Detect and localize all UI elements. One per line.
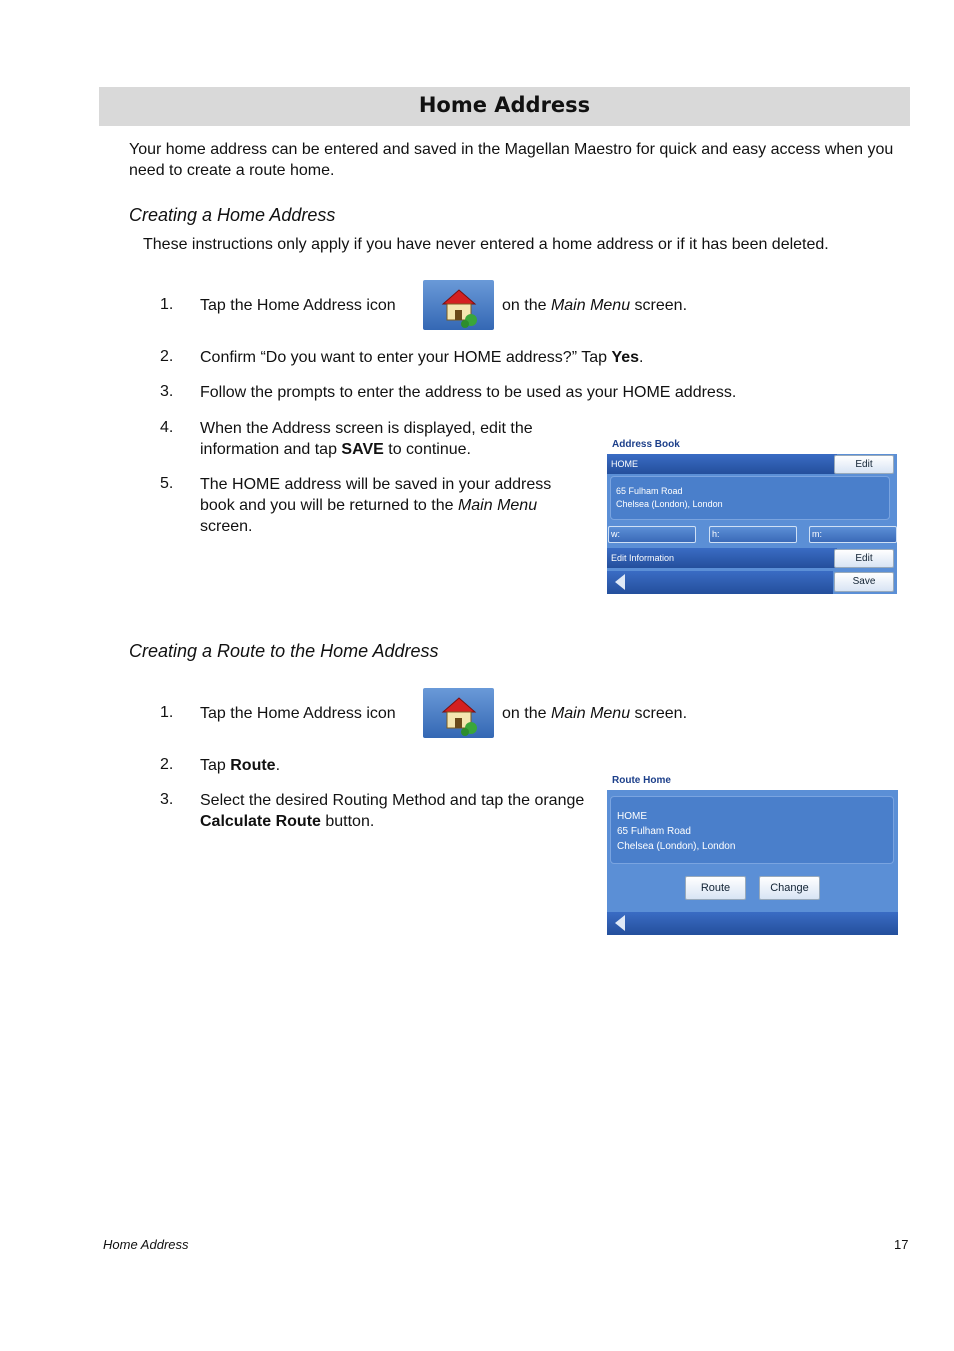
bottom-bar (607, 912, 898, 935)
route-home-screenshot (607, 772, 898, 935)
step-text: Tap the Home Address icon (200, 297, 396, 314)
step-text: Select the desired Routing Method and tap the orange Calculate Route button. (200, 792, 585, 830)
edit-button[interactable]: Edit (834, 455, 894, 474)
screen-title: Route Home (607, 772, 898, 790)
home-phone-field[interactable]: h: (709, 526, 797, 543)
step-number: 4. (160, 419, 174, 436)
route-button[interactable]: Route (685, 876, 746, 900)
section1-note: These instructions only apply if you have never entered a home address or if it has been deleted. (143, 236, 829, 253)
work-phone-field[interactable]: w: (608, 526, 696, 543)
step-text: Confirm “Do you want to enter your HOME address?” Tap Yes. (200, 349, 644, 366)
home-address-icon[interactable] (423, 280, 494, 330)
step-text-tail: on the Main Menu screen. (502, 705, 688, 722)
mobile-phone-field[interactable]: m: (809, 526, 897, 543)
name-row: HOME (607, 454, 837, 474)
screen-title: Address Book (607, 436, 897, 454)
page-number: 17 (894, 1237, 909, 1252)
step-text: Tap Route. (200, 757, 281, 774)
address-line-2: Chelsea (London), London (616, 499, 723, 509)
step-number: 2. (160, 756, 174, 773)
back-arrow-icon[interactable] (613, 914, 627, 935)
change-button[interactable]: Change (759, 876, 820, 900)
intro-paragraph: Your home address can be entered and saved in the Magellan Maestro for quick and easy access when you need to create a route home. (129, 141, 894, 179)
home-address-icon[interactable] (423, 688, 494, 738)
back-arrow-icon[interactable] (613, 573, 627, 594)
page-title: Home Address (418, 93, 591, 117)
step-text-tail: on the Main Menu screen. (502, 297, 688, 314)
address-line-1: 65 Fulham Road (616, 486, 683, 496)
step-number: 1. (160, 704, 174, 721)
save-button[interactable]: Save (834, 572, 894, 592)
route-line-3: Chelsea (London), London (617, 841, 736, 852)
step-number: 2. (160, 348, 174, 365)
step-text: Tap the Home Address icon (200, 705, 396, 722)
section2-heading: Creating a Route to the Home Address (129, 641, 439, 661)
step-number: 1. (160, 296, 174, 313)
footer-section-name: Home Address (103, 1237, 189, 1252)
edit-information-row: Edit Information (607, 548, 837, 568)
step-text: Follow the prompts to enter the address to be used as your HOME address. (200, 384, 737, 401)
bottom-bar (607, 571, 833, 594)
step-number: 5. (160, 475, 174, 492)
section1-heading: Creating a Home Address (129, 205, 336, 225)
step-text: When the Address screen is displayed, edit the information and tap SAVE to continue. (200, 420, 533, 458)
route-address-box (610, 796, 894, 864)
step-number: 3. (160, 791, 174, 808)
title-bar (99, 87, 910, 126)
edit-information-button[interactable]: Edit (834, 549, 894, 568)
step-number: 3. (160, 383, 174, 400)
route-line-2: 65 Fulham Road (617, 826, 691, 837)
address-book-screenshot (607, 436, 897, 594)
address-box (610, 476, 890, 520)
route-line-1: HOME (617, 811, 647, 822)
step-text: The HOME address will be saved in your address book and you will be returned to the Main Menu screen. (200, 476, 552, 535)
